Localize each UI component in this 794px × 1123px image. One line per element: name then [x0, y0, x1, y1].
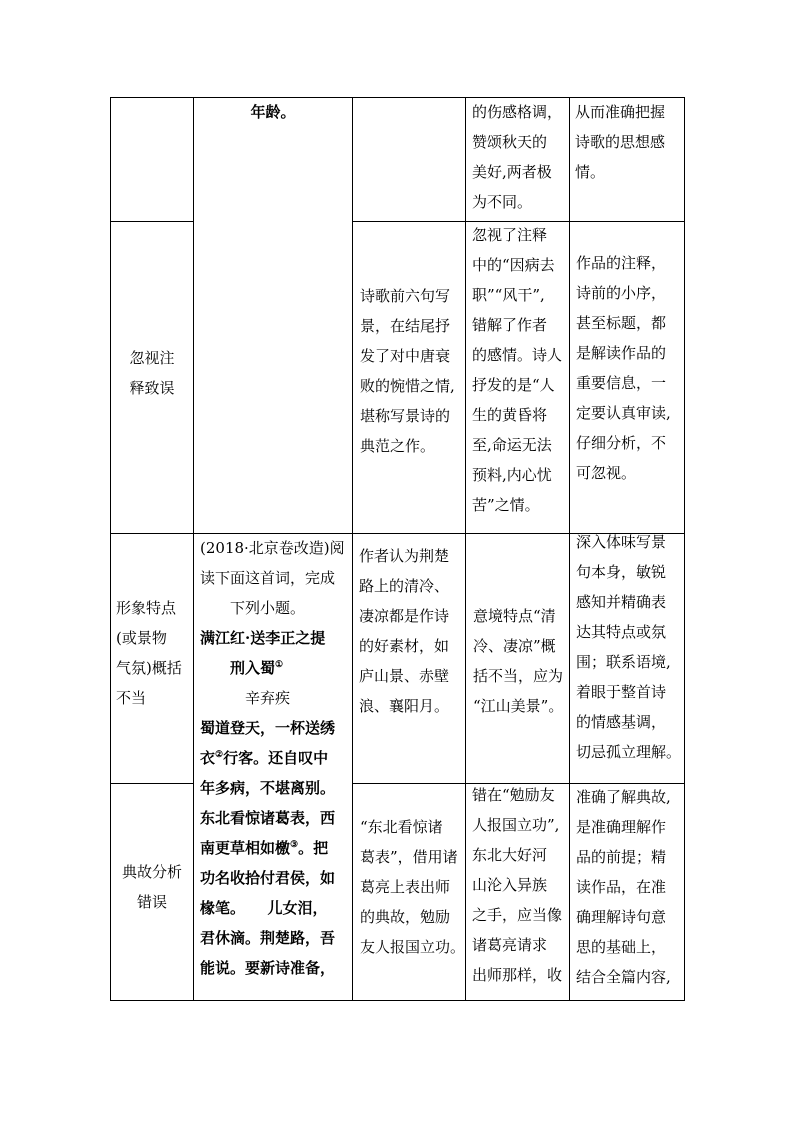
text-line: 气氛)概括 [116, 659, 182, 677]
text-line: 诗歌前六句写 [360, 287, 451, 305]
text-line: 的感情。诗人 [472, 346, 563, 364]
text-line: 人报国立功”, [472, 816, 560, 834]
r2-reason-cell [472, 220, 568, 520]
text-line: 重要信息，一 [576, 374, 667, 392]
text-line: 情。 [575, 163, 606, 181]
poem-text: 南更草相如檄 [200, 839, 291, 857]
r3-error-type-cell [116, 593, 193, 713]
text-line: 的情感基调， [576, 713, 667, 731]
r3-method-cell [576, 527, 684, 767]
text-line: 忽视了注释 [472, 226, 548, 244]
poem-cell [200, 533, 352, 983]
text-line: 苦”之情。 [472, 496, 540, 514]
poem-text: 。把 [298, 839, 329, 857]
text-line: 可忽视。 [576, 464, 637, 482]
text-line: 浪、襄阳月。 [359, 697, 450, 715]
text-line: 美好,两者极 [472, 163, 552, 181]
text-line: 是解读作品的 [576, 344, 667, 362]
text-line: 甚至标题，都 [576, 314, 667, 332]
table-row-divider [110, 221, 193, 222]
text-line: 诸葛亮请求 [472, 936, 548, 954]
text-line: 诗歌的思想感 [575, 133, 666, 151]
r2-wrong-answer-cell [360, 281, 464, 461]
table-col-divider [569, 97, 570, 1001]
text-line: 释致误 [129, 379, 175, 397]
text-line: 围；联系语境, [576, 653, 671, 671]
text-line: 败的惋惜之情, [360, 377, 455, 395]
text-line: 中的“因病去 [472, 256, 555, 274]
table-col-divider [465, 97, 466, 1001]
text-line: 东北大好河 [472, 846, 548, 864]
text-line: 发了对中唐衰 [360, 347, 451, 365]
text-line: 不当 [116, 689, 147, 707]
table-col-divider [352, 97, 353, 1001]
text-line: 读作品，在准 [576, 878, 667, 896]
text-line: “东北看惊诸 [360, 818, 443, 836]
text-line: 错解了作者 [472, 316, 548, 334]
text-line: 友人报国立功。 [360, 938, 466, 956]
table-border-right [684, 97, 685, 1001]
text-line: 职”“风干”, [472, 286, 545, 304]
text-line: 确理解诗句意 [576, 908, 667, 926]
text-line: 抒发的是“人 [472, 376, 555, 394]
poem-tail-text: 年龄。 [250, 103, 296, 121]
text-line: 句本身，敏锐 [576, 563, 667, 581]
text-line: (或景物 [116, 629, 167, 647]
text-line: 是准确理解作 [576, 818, 667, 836]
poem-intro: (2018·北京卷改造)阅 [200, 539, 345, 557]
footnote-marker: ② [215, 750, 224, 760]
text-line: 达其特点或氛 [576, 623, 667, 641]
footnote-marker: ③ [290, 840, 299, 850]
poem-line [200, 743, 352, 773]
table-border-bottom [110, 1000, 685, 1001]
text-line: 葛亮上表出师 [360, 878, 451, 896]
text-line: 典故分析 [121, 863, 182, 881]
table-col-divider [193, 97, 194, 1001]
text-line: 形象特点 [116, 599, 177, 617]
text-line: 作品的注释， [576, 254, 667, 272]
r4-method-cell [576, 782, 684, 992]
poem-line: 功名收拾付君侯，如 [200, 869, 336, 887]
text-line: 庐山景、赤壁 [359, 667, 450, 685]
footnote-marker: ① [275, 660, 284, 670]
text-line: 堪称写景诗的 [360, 407, 451, 425]
text-line: 诗前的小序， [576, 284, 667, 302]
r2-error-type-cell [111, 343, 193, 403]
r2-method-cell [576, 248, 684, 488]
text-line: 结合全篇内容, [576, 968, 671, 986]
r3-wrong-answer-cell [359, 541, 464, 721]
text-line: 景，在结尾抒 [360, 317, 451, 335]
table-row-divider [110, 783, 193, 784]
poem-intro: 读下面这首词，完成 [200, 569, 336, 587]
r1-method-cell [575, 97, 683, 187]
text-line: 山沦入异族 [472, 876, 548, 894]
text-line: 出师那样，收 [472, 966, 563, 984]
text-line: 冷、凄凉”概 [473, 637, 556, 655]
poem-text: 衣 [200, 749, 216, 767]
r3-reason-cell [473, 601, 569, 721]
text-line: 定要认真审读, [576, 404, 671, 422]
text-line: 典范之作。 [360, 437, 436, 455]
poem-line: 能说。要新诗准备， [200, 959, 336, 977]
text-line: 仔细分析，不 [576, 434, 667, 452]
poem-title: 满江红·送李正之提 [200, 629, 326, 647]
text-line: 预料,内心忧 [472, 466, 552, 484]
text-line: 切忌孤立理解。 [576, 743, 682, 761]
poem-line: 君休滴。荆楚路，吾 [200, 929, 336, 947]
text-line: 的好素材，如 [359, 637, 450, 655]
text-line: 之手，应当像 [472, 906, 563, 924]
poem-intro: 下列小题。 [230, 599, 306, 617]
r1-reason-cell [472, 97, 568, 217]
text-line: 路上的清冷、 [359, 577, 450, 595]
text-line: 思的基础上， [576, 938, 667, 956]
text-line: 葛表”，借用诸 [360, 848, 458, 866]
poem-line [200, 833, 352, 863]
text-line: 着眼于整首诗 [576, 683, 667, 701]
text-line: “江山美景”。 [473, 697, 564, 715]
text-line: 品的前提；精 [576, 848, 667, 866]
text-line: 错在“勉励友 [472, 786, 555, 804]
r4-reason-cell [472, 780, 568, 990]
text-line: 意境特点“清 [473, 607, 556, 625]
text-line: 的典故，勉励 [360, 908, 451, 926]
text-line: 深入体味写景 [576, 533, 667, 551]
text-line: 的伤感格调， [472, 103, 563, 121]
text-line: 至,命运无法 [472, 436, 552, 454]
poem-line: 东北看惊诸葛表，西 [200, 809, 336, 827]
text-line: 忽视注 [129, 349, 175, 367]
text-line: 凄凉都是作诗 [359, 607, 450, 625]
text-line: 感知并精确表 [576, 593, 667, 611]
r4-wrong-answer-cell [360, 812, 464, 962]
poem-author: 辛弃疾 [245, 689, 291, 707]
text-line: 生的黄昏将 [472, 406, 548, 424]
text-line: 作者认为荆楚 [359, 547, 450, 565]
poem-tail [194, 97, 352, 127]
text-line: 准确了解典故, [576, 788, 671, 806]
poem-line: 年多病，不堪离别。 [200, 779, 336, 797]
text-line: 错误 [136, 893, 167, 911]
poem-line: 蜀道登天，一杯送绣 [200, 719, 336, 737]
content-table [110, 97, 685, 1001]
poem-title-text: 刑入蜀 [230, 659, 276, 677]
poem-text: 行客。还自叹中 [223, 749, 329, 767]
text-line: 括不当，应为 [473, 667, 564, 685]
text-line: 赞颂秋天的 [472, 133, 548, 151]
poem-title [200, 653, 352, 683]
text-line: 为不同。 [472, 193, 533, 211]
r4-error-type-cell [111, 857, 193, 917]
text-line: 从而准确把握 [575, 103, 666, 121]
poem-line: 椽笔。 儿女泪， [200, 899, 328, 917]
